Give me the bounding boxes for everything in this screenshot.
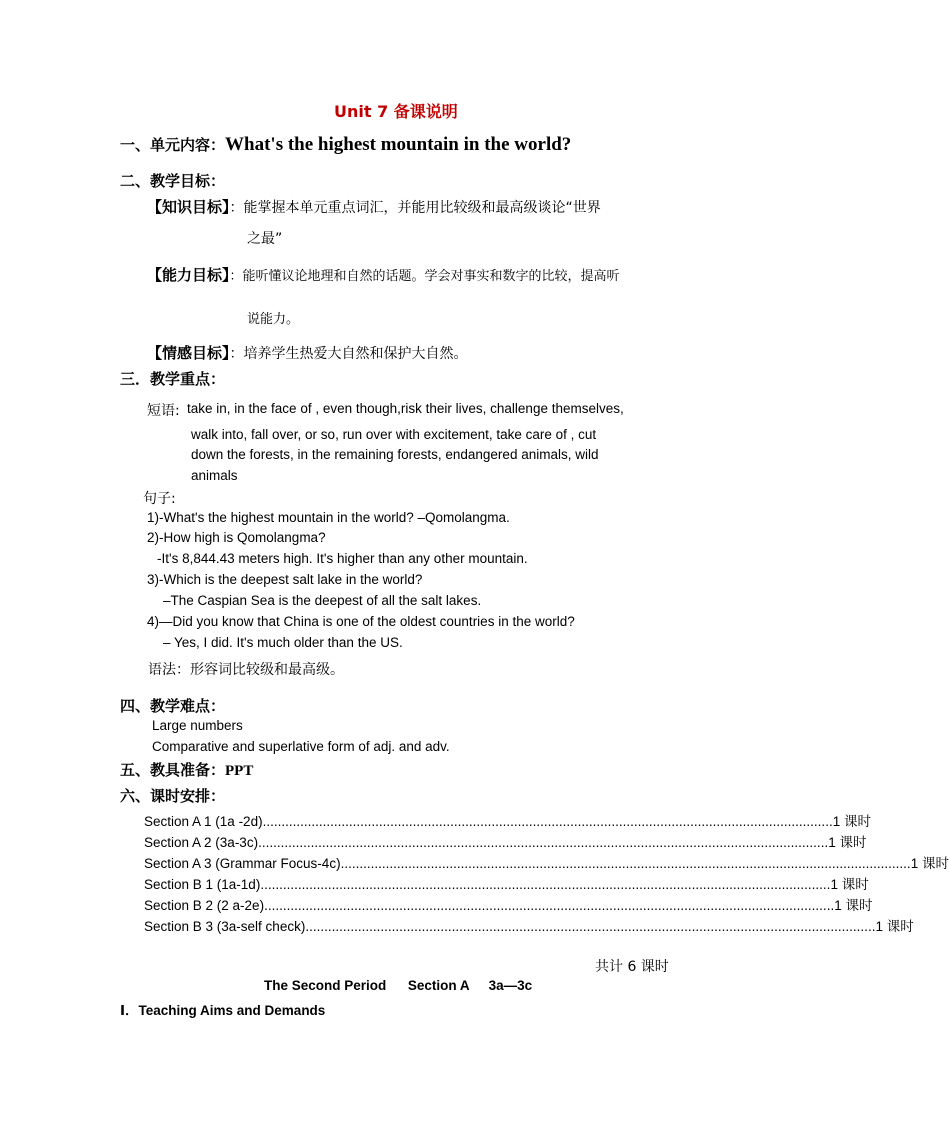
phrases-line: animals bbox=[191, 468, 238, 483]
schedule-hours: 1 课时 bbox=[875, 919, 914, 934]
schedule-section: Section B 2 (2 a-2e) bbox=[144, 898, 265, 913]
leader-dots: ........................................................................................................................................................ bbox=[260, 877, 831, 892]
schedule-hours: 1 课时 bbox=[834, 898, 873, 913]
schedule-section: Section A 3 (Grammar Focus-4c) bbox=[144, 856, 341, 871]
schedule-hours: 1 课时 bbox=[830, 877, 869, 892]
section-materials bbox=[120, 759, 253, 780]
schedule-section: Section B 1 (1a-1d) bbox=[144, 877, 261, 892]
phrases-line: walk into, fall over, or so, run over with excitement, take care of , cut bbox=[191, 427, 597, 442]
knowledge-goal-label: 【知识目标】 bbox=[147, 198, 230, 216]
sentence-line: -It's 8,844.43 meters high. It's higher than any other mountain. bbox=[157, 551, 528, 566]
period-range: 3a—3c bbox=[488, 978, 533, 993]
sentence-line: 4)—Did you know that China is one of the oldest countries in the world? bbox=[147, 614, 575, 629]
period-title: The Second Period bbox=[264, 978, 387, 993]
section1-label: 一、单元内容： bbox=[120, 136, 226, 154]
schedule-row bbox=[144, 852, 949, 873]
difficulty-item: Large numbers bbox=[152, 718, 243, 733]
page-title: Unit 7 备课说明 bbox=[334, 102, 458, 121]
sentence-line: –The Caspian Sea is the deepest of all the salt lakes. bbox=[163, 593, 482, 608]
schedule-list bbox=[144, 810, 949, 936]
ability-goal-text-cont: 说能力。 bbox=[247, 312, 300, 327]
period-heading bbox=[264, 978, 532, 993]
sentence-line: 1)-What's the highest mountain in the world? –Qomolangma. bbox=[147, 510, 510, 525]
phrases-label: 短语: bbox=[147, 403, 180, 419]
leader-dots: ........................................................................................................................................................ bbox=[305, 919, 876, 934]
schedule-section: Section B 3 (3a-self check) bbox=[144, 919, 306, 934]
section5-label: 五、教具准备： bbox=[120, 761, 226, 779]
knowledge-goal-text: ：能掌握本单元重点词汇，并能用比较级和最高级谈论“世界 bbox=[229, 200, 601, 216]
sentence-line: – Yes, I did. It's much older than the US. bbox=[163, 635, 403, 650]
leader-dots: ........................................................................................................................................................ bbox=[264, 898, 835, 913]
grammar-point: 语法：形容词比较级和最高级。 bbox=[148, 662, 344, 678]
leader-dots: ........................................................................................................................................................ bbox=[258, 835, 829, 850]
knowledge-goal-text-cont: 之最” bbox=[247, 231, 283, 247]
ability-goal bbox=[147, 264, 620, 285]
section4-label: 四、教学难点： bbox=[120, 697, 226, 715]
section3-label: 三．教学重点： bbox=[120, 370, 226, 388]
emotion-goal-label: 【情感目标】 bbox=[147, 344, 230, 362]
section6-label: 六、课时安排： bbox=[120, 787, 226, 805]
schedule-row bbox=[144, 915, 914, 936]
schedule-hours: 1 课时 bbox=[828, 835, 867, 850]
total-hours: 共计 6 课时 bbox=[595, 959, 669, 975]
unit-question: What's the highest mountain in the world? bbox=[225, 134, 572, 155]
leader-dots: ........................................................................................................................................................ bbox=[262, 814, 833, 829]
period-section: Section A bbox=[407, 978, 470, 993]
phrases-line: down the forests, in the remaining forests, endangered animals, wild bbox=[191, 447, 599, 462]
materials-value: PPT bbox=[225, 763, 254, 779]
schedule-hours: 1 课时 bbox=[910, 856, 949, 871]
schedule-hours: 1 课时 bbox=[832, 814, 871, 829]
teaching-aims-heading: Ⅰ．Teaching Aims and Demands bbox=[120, 1003, 326, 1018]
sentence-line: 3)-Which is the deepest salt lake in the world? bbox=[147, 572, 423, 587]
ability-goal-text: ：能听懂议论地理和自然的话题。学会对事实和数字的比较，提高听 bbox=[229, 269, 620, 284]
leader-dots: ........................................................................................................................................................ bbox=[340, 856, 911, 871]
schedule-section: Section A 2 (3a-3c) bbox=[144, 835, 259, 850]
ability-goal-label: 【能力目标】 bbox=[147, 266, 230, 284]
schedule-row bbox=[144, 873, 869, 894]
section-unit-content bbox=[120, 134, 571, 156]
difficulty-item: Comparative and superlative form of adj. and adv. bbox=[152, 739, 450, 754]
knowledge-goal bbox=[147, 196, 601, 217]
schedule-row bbox=[144, 894, 873, 915]
schedule-section: Section A 1 (1a -2d) bbox=[144, 814, 263, 829]
phrases-line: take in, in the face of , even though,risk their lives, challenge themselves, bbox=[187, 401, 624, 416]
schedule-row bbox=[144, 831, 867, 852]
schedule-row bbox=[144, 810, 871, 831]
emotion-goal-text: ：培养学生热爱大自然和保护大自然。 bbox=[229, 346, 468, 362]
emotion-goal bbox=[147, 342, 468, 363]
sentence-line: 2)-How high is Qomolangma? bbox=[147, 530, 326, 545]
section2-label: 二、教学目标： bbox=[120, 172, 226, 190]
sentences-label: 句子: bbox=[143, 491, 176, 507]
